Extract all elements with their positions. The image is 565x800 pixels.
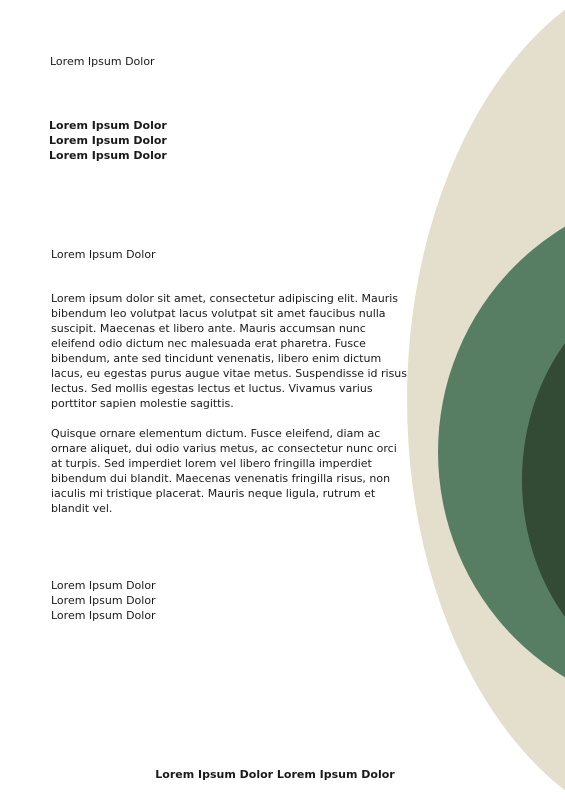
recipient-line: Lorem Ipsum Dolor (51, 248, 156, 261)
signature-line: Lorem Ipsum Dolor (51, 594, 156, 607)
signature-line: Lorem Ipsum Dolor (51, 579, 156, 592)
body-paragraph: Lorem ipsum dolor sit amet, consectetur adipiscing elit. Mauris bibendum leo volutpat lacus volutpat sit amet faucibus nulla suscipit. Maecenas et libero ante. Mauris accumsan nunc eleifend odio dictum nec malesuada erat pharetra. Fusce bibendum, ante sed tincidunt venenatis, libero enim dictum lacus, eu egestas purus augue vitae metus. Suspendisse id risus lectus. Sed mollis egestas lectus et luctus. Vivamus varius porttitor sapien molestie sagittis. (51, 292, 408, 410)
body-paragraph: Quisque ornare elementum dictum. Fusce eleifend, diam ac ornare aliquet, dui odio varius metus, ac consectetur nunc orci at turpis. Sed imperdiet lorem vel libero fringilla imperdiet bibendum dui blandit. Maecenas venenatis fringilla risus, non iaculis mi tristique placerat. Mauris neque ligula, rutrum et blandit vel. (51, 427, 397, 515)
bold-header-line: Lorem Ipsum Dolor (49, 119, 167, 132)
bold-header-line: Lorem Ipsum Dolor (49, 134, 167, 147)
footer-text: Lorem Ipsum Dolor Lorem Ipsum Dolor (155, 768, 395, 781)
sender-line: Lorem Ipsum Dolor (50, 55, 155, 68)
letter-body (51, 291, 407, 531)
signature-line: Lorem Ipsum Dolor (51, 609, 156, 622)
bold-header-block (49, 118, 167, 163)
bold-header-line: Lorem Ipsum Dolor (49, 149, 167, 162)
signature-block (51, 578, 156, 623)
